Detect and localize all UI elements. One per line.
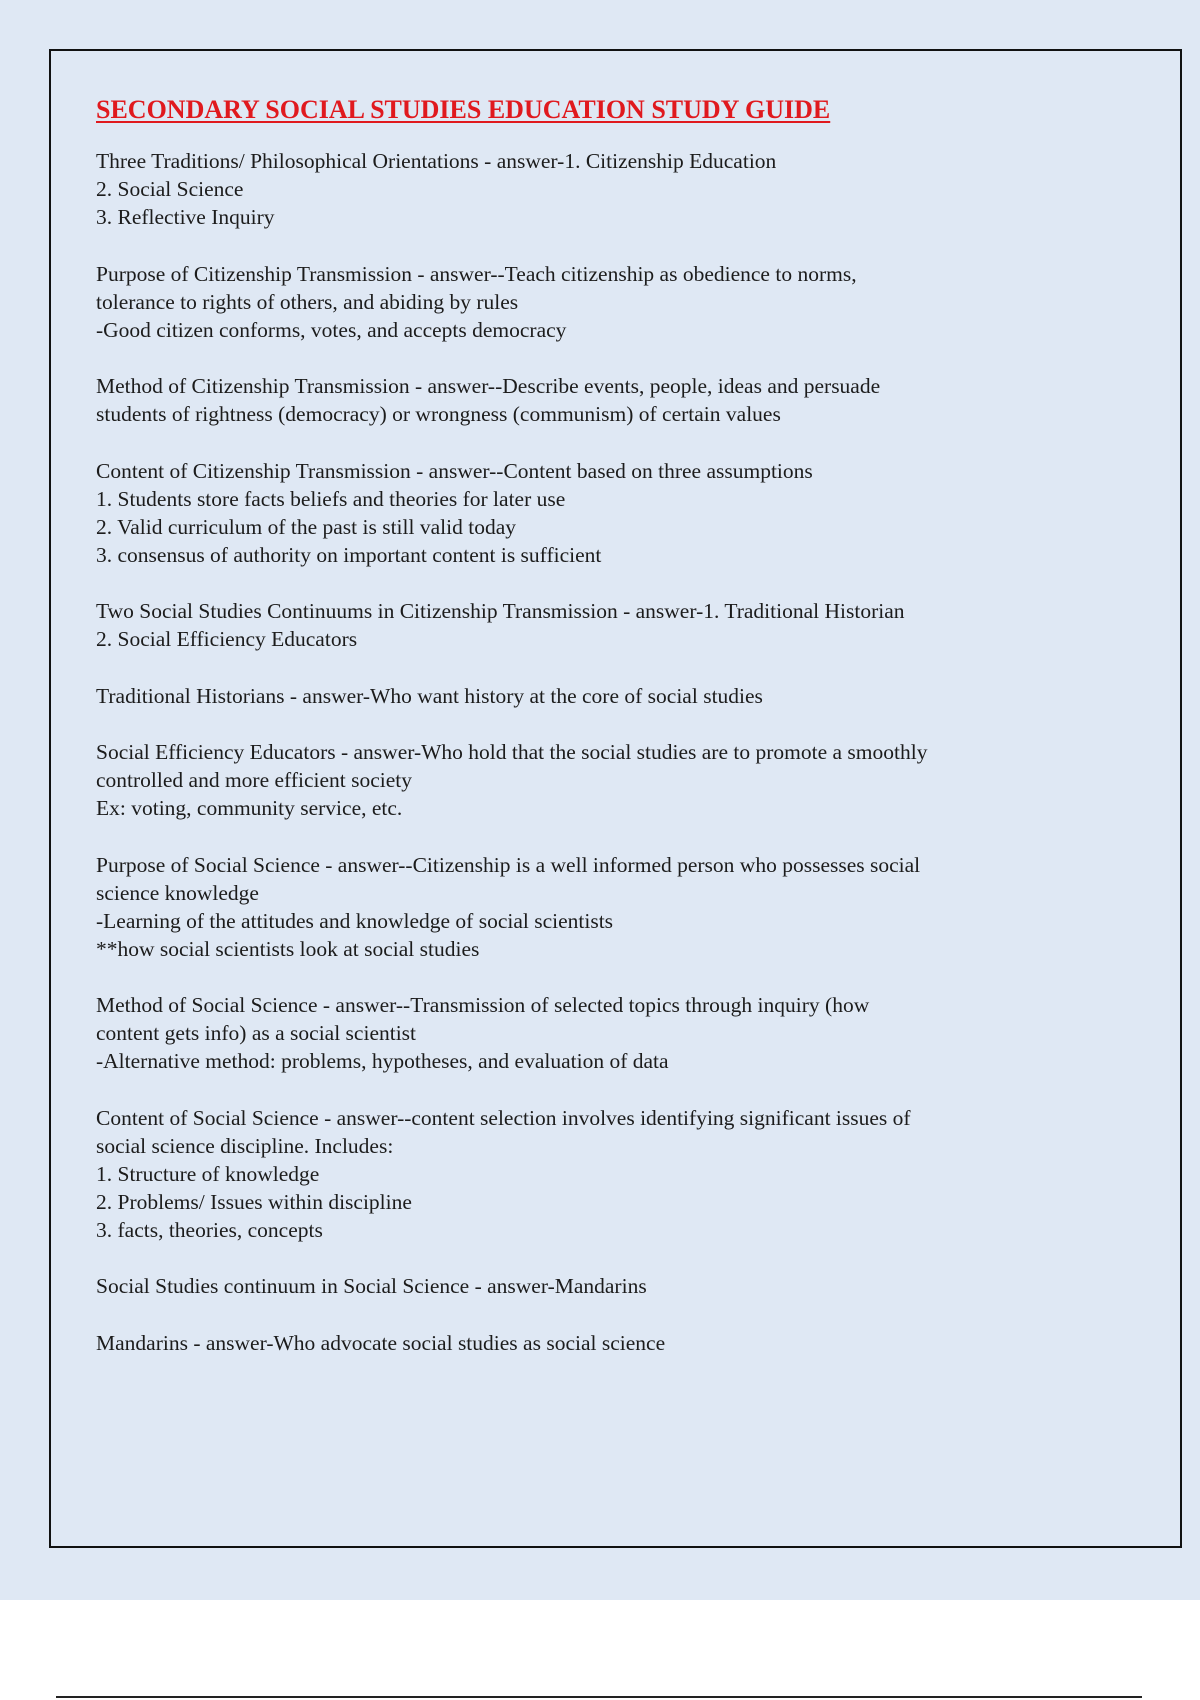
qa-entry bbox=[96, 260, 1086, 344]
entry-answer-line: content gets info) as a social scientist bbox=[96, 1021, 417, 1046]
entry-question-line: Method of Citizenship Transmission - answer--Describe events, people, ideas and persuade bbox=[96, 374, 881, 399]
entry-question-line: Purpose of Citizenship Transmission - answer--Teach citizenship as obedience to norms, bbox=[96, 261, 857, 286]
entry-answer-line: 3. consensus of authority on important content is sufficient bbox=[96, 542, 602, 567]
entry-answer-line: **how social scientists look at social studies bbox=[96, 936, 480, 961]
qa-entry bbox=[96, 372, 1086, 428]
qa-entry bbox=[96, 597, 1086, 653]
entry-answer-line: 2. Social Science bbox=[96, 177, 244, 202]
entry-question-line: Two Social Studies Continuums in Citizenship Transmission - answer-1. Traditional Historian bbox=[96, 599, 905, 624]
qa-entry bbox=[96, 851, 1086, 963]
document-content bbox=[96, 94, 1086, 1385]
entry-answer-line: 1. Students store facts beliefs and theories for later use bbox=[96, 486, 566, 511]
entry-answer-line: science knowledge bbox=[96, 880, 259, 905]
entry-answer-line: controlled and more efficient society bbox=[96, 768, 413, 793]
entry-answer-line: 3. Reflective Inquiry bbox=[96, 205, 275, 230]
entry-question-line: Traditional Historians - answer-Who want history at the core of social studies bbox=[96, 683, 763, 708]
entry-question-line: Content of Citizenship Transmission - answer--Content based on three assumptions bbox=[96, 458, 813, 483]
qa-entry bbox=[96, 1272, 1086, 1300]
entry-question-line: Social Studies continuum in Social Science - answer-Mandarins bbox=[96, 1274, 647, 1299]
entry-answer-line: social science discipline. Includes: bbox=[96, 1133, 394, 1158]
entry-answer-line: Ex: voting, community service, etc. bbox=[96, 796, 403, 821]
qa-entry bbox=[96, 1104, 1086, 1244]
entry-answer-line: students of rightness (democracy) or wrongness (communism) of certain values bbox=[96, 402, 781, 427]
entry-answer-line: -Learning of the attitudes and knowledge of social scientists bbox=[96, 908, 614, 933]
footer-divider bbox=[56, 1696, 1142, 1698]
entry-answer-line: 1. Structure of knowledge bbox=[96, 1161, 320, 1186]
entry-answer-line: -Good citizen conforms, votes, and accepts democracy bbox=[96, 317, 567, 342]
document-title: SECONDARY SOCIAL STUDIES EDUCATION STUDY GUIDE bbox=[96, 95, 831, 124]
qa-entry bbox=[96, 457, 1086, 569]
entry-question-line: Three Traditions/ Philosophical Orientations - answer-1. Citizenship Education bbox=[96, 149, 777, 174]
qa-entry bbox=[96, 147, 1086, 231]
entry-answer-line: tolerance to rights of others, and abiding by rules bbox=[96, 289, 519, 314]
entry-question-line: Mandarins - answer-Who advocate social studies as social science bbox=[96, 1330, 666, 1355]
entry-answer-line: 2. Social Efficiency Educators bbox=[96, 627, 358, 652]
entry-answer-line: 2. Problems/ Issues within discipline bbox=[96, 1189, 412, 1214]
qa-entry bbox=[96, 1329, 1086, 1357]
entry-question-line: Content of Social Science - answer--content selection involves identifying significant issues of bbox=[96, 1105, 911, 1130]
entry-question-line: Social Efficiency Educators - answer-Who hold that the social studies are to promote a smoothly bbox=[96, 740, 928, 765]
qa-entry bbox=[96, 682, 1086, 710]
study-guide-entries bbox=[96, 147, 1086, 1357]
qa-entry bbox=[96, 738, 1086, 822]
entry-answer-line: 2. Valid curriculum of the past is still valid today bbox=[96, 514, 516, 539]
entry-answer-line: -Alternative method: problems, hypotheses, and evaluation of data bbox=[96, 1049, 669, 1074]
entry-question-line: Purpose of Social Science - answer--Citizenship is a well informed person who possesses social bbox=[96, 852, 921, 877]
entry-answer-line: 3. facts, theories, concepts bbox=[96, 1217, 323, 1242]
entry-question-line: Method of Social Science - answer--Transmission of selected topics through inquiry (how bbox=[96, 993, 870, 1018]
qa-entry bbox=[96, 991, 1086, 1075]
